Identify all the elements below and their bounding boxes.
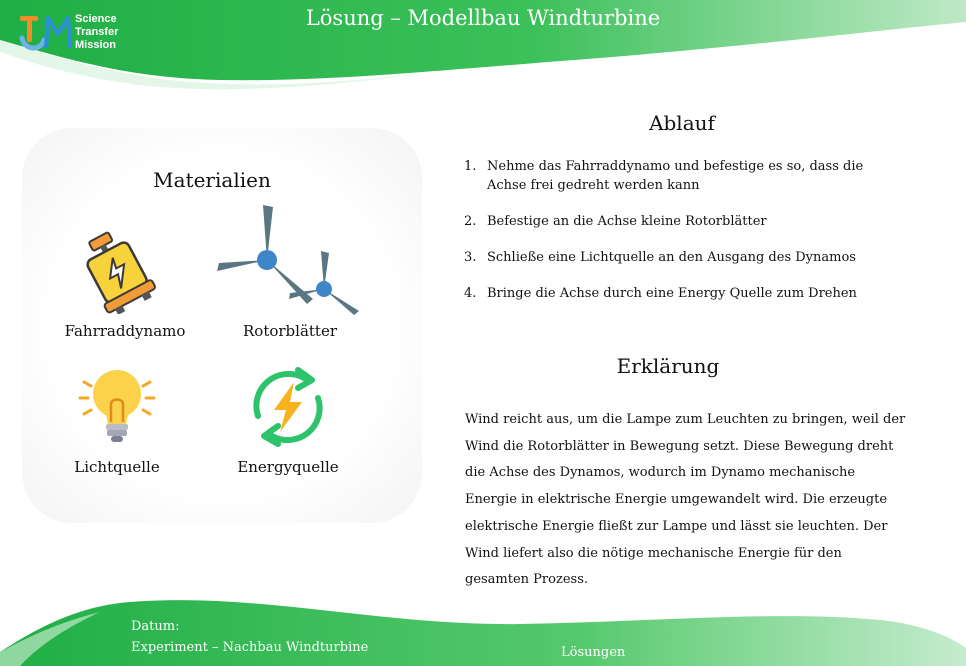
explanation-text: Wind reicht aus, um die Lampe zum Leuchten zu bringen, weil der Wind die Rotorblätter in Bewegung setzt. Diese Bewegung dreht die Achse des Dynamos, wodurch im Dynamo mechanische Energie in elektrische Energie umgewandelt wird. Die erzeugte elektrische Energie fließt zur Lampe und lässt sie leuchten. Der Wind liefert also die nötige mechanische Energie für den gesamten Prozess. — [465, 412, 906, 588]
material-label-dynamo: Fahrraddynamo — [64, 322, 186, 340]
footer-experiment: Experiment – Nachbau Windturbine — [131, 640, 369, 655]
step-text: Bringe die Achse durch eine Energy Quelle zum Drehen — [487, 286, 857, 301]
step-text: Nehme das Fahrraddynamo und befestige es so, dass die Achse frei gedreht werden kann — [487, 159, 864, 193]
materials-heading: Materialien — [153, 168, 271, 192]
light-bulb-icon — [78, 364, 156, 448]
page-title: Lösung – Modellbau Windturbine — [305, 6, 661, 30]
footer-section: Lösungen — [561, 645, 626, 660]
step-text: Befestige an die Achse kleine Rotorblätter — [487, 214, 767, 229]
wind-turbine-icon — [213, 203, 363, 315]
logo-line-science: Science — [75, 13, 117, 25]
step-number: 4. — [464, 286, 477, 301]
step-number: 3. — [464, 250, 477, 265]
procedure-step — [462, 212, 892, 231]
energy-cycle-icon — [246, 366, 330, 448]
material-label-light: Lichtquelle — [74, 458, 160, 476]
step-text: Schließe eine Lichtquelle an den Ausgang des Dynamos — [487, 250, 856, 265]
procedure-step — [462, 284, 892, 303]
logo-line-transfer: Transfer — [75, 26, 119, 38]
dynamo-icon — [76, 230, 160, 314]
procedure-step — [462, 157, 892, 195]
footer-date-label: Datum: — [131, 619, 180, 634]
step-number: 2. — [464, 214, 477, 229]
step-number: 1. — [464, 159, 477, 174]
procedure-heading: Ablauf — [649, 111, 715, 135]
logo-line-mission: Mission — [75, 39, 116, 51]
procedure-step — [462, 248, 892, 267]
material-label-energy: Energyquelle — [237, 458, 339, 476]
procedure-list — [462, 157, 892, 320]
material-label-rotor: Rotorblätter — [243, 322, 337, 340]
explanation-heading: Erklärung — [616, 354, 720, 378]
